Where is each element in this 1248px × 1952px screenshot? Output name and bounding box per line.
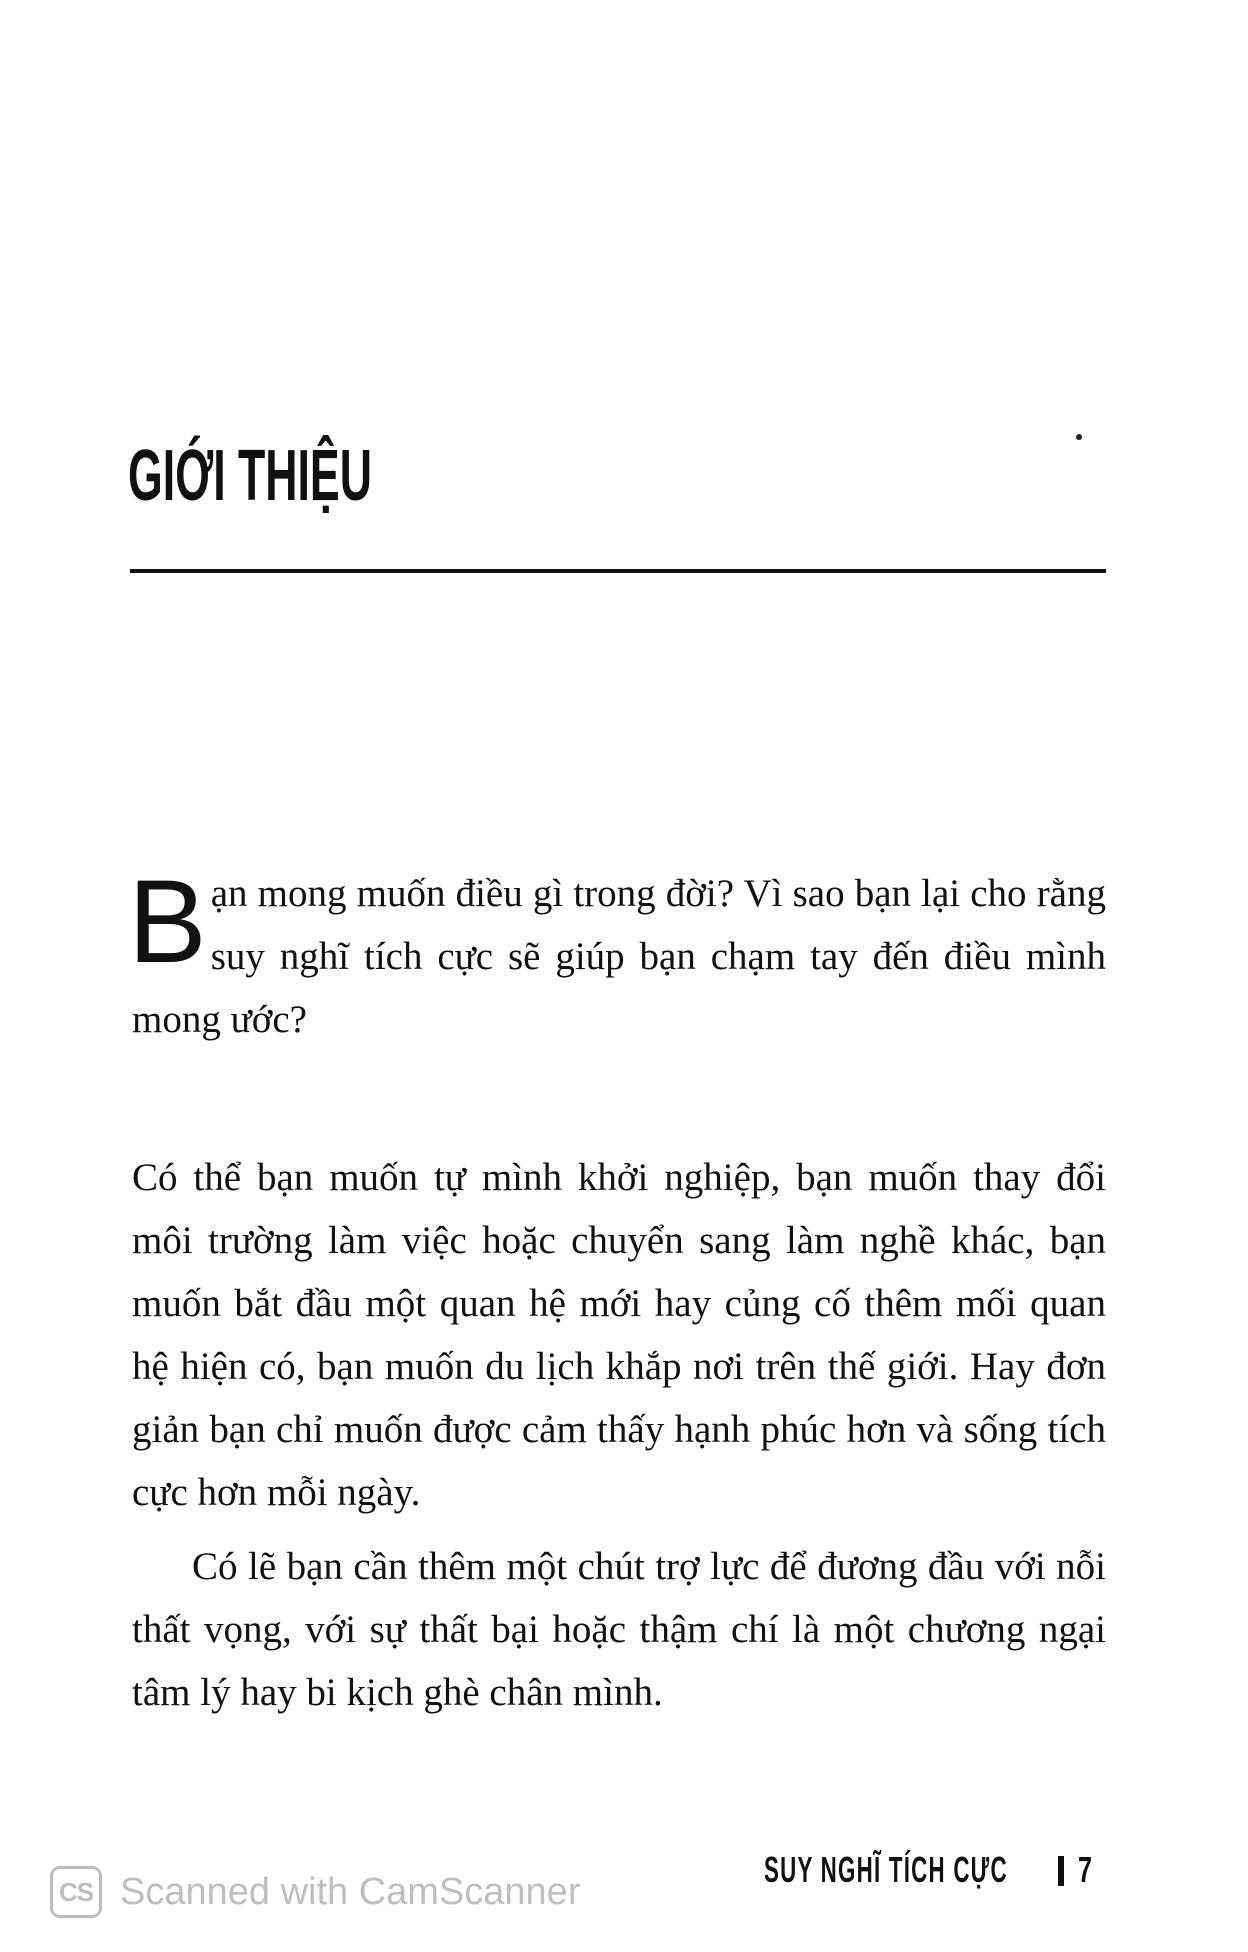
paragraph-2: Có thể bạn muốn tự mình khởi nghiệp, bạn muốn thay đổi môi trường làm việc hoặc chuyển sang làm nghề khác, bạn muốn bắt đầu một quan hệ mới hay củng cố thêm mối quan hệ hiện có, bạn muốn du lịch khắp nơi trên thế giới. Hay đơn giản bạn chỉ muốn được cảm thấy hạnh phúc hơn và sống tích cực hơn mỗi ngày. bbox=[132, 1156, 1106, 1514]
chapter-title: GIỚI THIỆU bbox=[128, 436, 372, 516]
paragraph-3: Có lẽ bạn cần thêm một chút trợ lực để đương đầu với nỗi thất vọng, với sự thất bại hoặc thậm chí là một chương ngại tâm lý hay bi kịch ghè chân mình. bbox=[132, 1545, 1106, 1714]
camscanner-watermark bbox=[50, 1862, 580, 1922]
paragraph-1 bbox=[128, 856, 1106, 1051]
paragraph-1-text: ạn mong muốn điều gì trong đời? Vì sao bạn lại cho rằng suy nghĩ tích cực sẽ giúp bạn chạm tay đến điều mình mong ước? bbox=[132, 872, 1106, 1041]
drop-cap: B bbox=[128, 856, 207, 988]
title-underline bbox=[130, 569, 1106, 573]
page-number: 7 bbox=[1078, 1849, 1093, 1890]
camscanner-logo-icon: CS bbox=[50, 1866, 102, 1918]
running-footer-title: SUY NGHĨ TÍCH CỰC bbox=[764, 1849, 1008, 1890]
footer-separator bbox=[1058, 1856, 1064, 1886]
watermark-text: Scanned with CamScanner bbox=[120, 1870, 581, 1913]
scan-speck bbox=[1076, 434, 1082, 440]
